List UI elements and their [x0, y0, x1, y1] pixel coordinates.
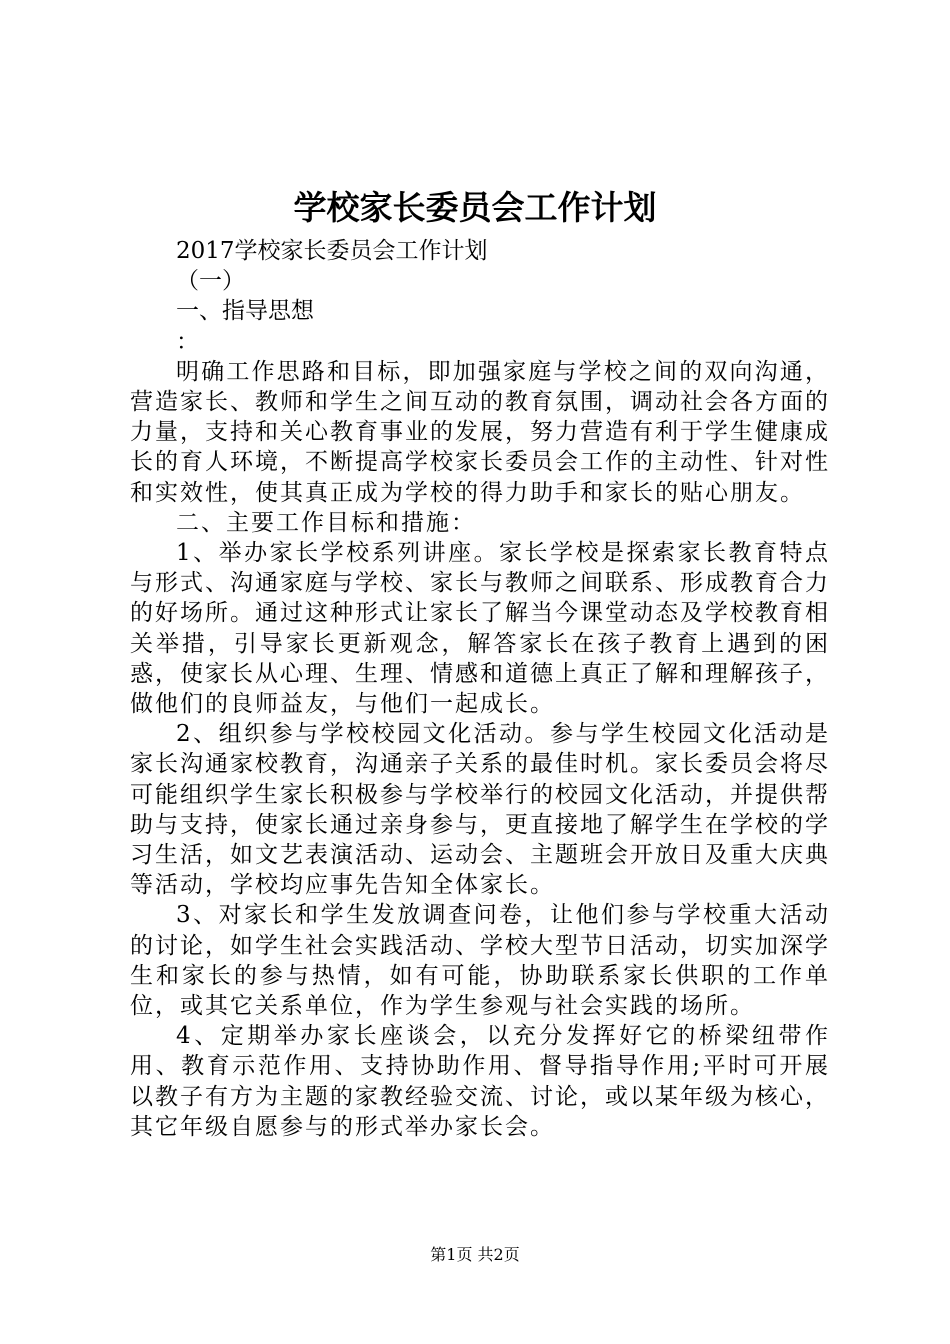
section-heading-main-goals: 二、主要工作目标和措施：	[176, 509, 476, 536]
paragraph-item-1: 1、举办家长学校系列讲座。家长学校是探索家长教育特点与形式、沟通家庭与学校、家长与教师之间联系、形成教育合力的好场所。通过这种形式让家长了解当今课堂动态及学校教育相关举措，引导家长更新观念，解答家长在孩子教育上遇到的困惑，使家长从心理、生理、情感和道德上真正了解和理解孩子，做他们的良师益友，与他们一起成长。	[130, 540, 830, 718]
part-label: （一）	[176, 268, 245, 295]
paragraph-goals: 明确工作思路和目标，即加强家庭与学校之间的双向沟通，营造家长、教师和学生之间互动的教育氛围，调动社会各方面的力量，支持和关心教育事业的发展，努力营造有利于学生健康成长的育人环境，不断提高学校家长委员会工作的主动性、针对性和实效性，使其真正成为学校的得力助手和家长的贴心朋友。	[130, 358, 830, 506]
page-footer: 第1页 共2页	[430, 1245, 520, 1264]
paragraph-item-4: 4、定期举办家长座谈会，以充分发挥好它的桥梁纽带作用、教育示范作用、支持协助作用、督导指导作用;平时可开展以教子有方为主题的家教经验交流、讨论，或以某年级为核心，其它年级自愿参与的形式举办家长会。	[130, 1023, 830, 1140]
document-body	[130, 236, 830, 1142]
paragraph-item-3: 3、对家长和学生发放调查问卷，让他们参与学校重大活动的讨论，如学生社会实践活动、学校大型节日活动，切实加深学生和家长的参与热情，如有可能，协助联系家长供职的工作单位，或其它关系单位，作为学生参观与社会实践的场所。	[130, 902, 830, 1020]
section-heading-guiding-ideology: 一、指导思想	[176, 298, 314, 325]
subtitle: 2017学校家长委员会工作计划	[176, 238, 488, 264]
document-title: 学校家长委员会工作计划	[293, 188, 657, 227]
colon-mark: ：	[176, 328, 199, 355]
paragraph-item-2: 2、组织参与学校校园文化活动。参与学生校园文化活动是家长沟通家校教育，沟通亲子关系的最佳时机。家长委员会将尽可能组织学生家长积极参与学校举行的校园文化活动，并提供帮助与支持，使家长通过亲身参与，更直接地了解学生在学校的学习生活，如文艺表演活动、运动会、主题班会开放日及重大庆典等活动，学校均应事先告知全体家长。	[130, 721, 830, 899]
